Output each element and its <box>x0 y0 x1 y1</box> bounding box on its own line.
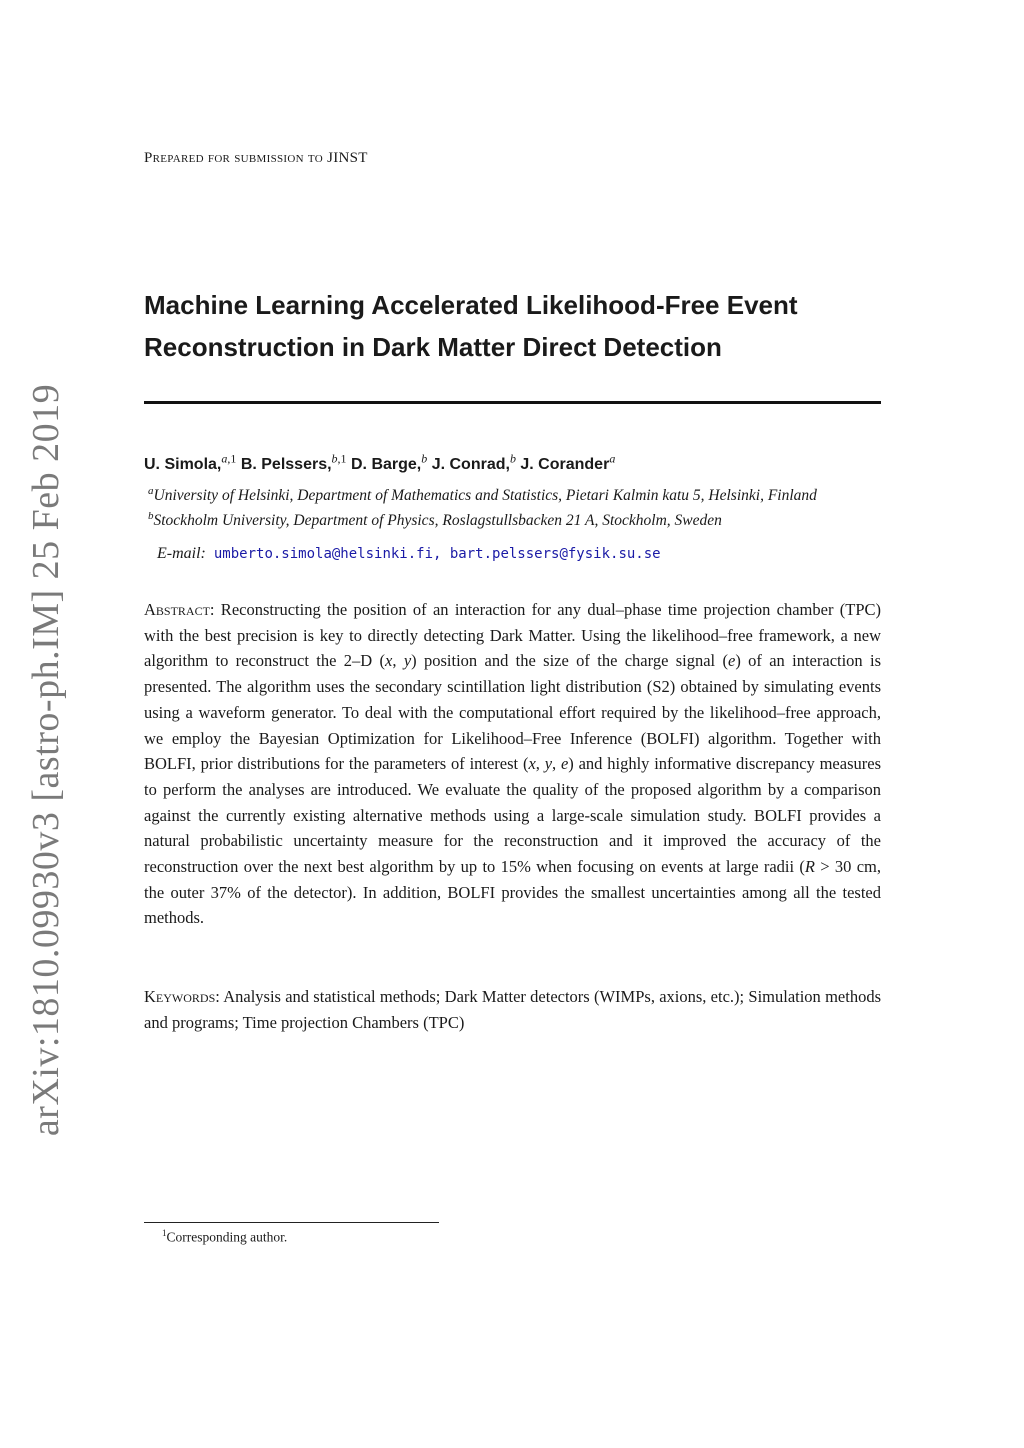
footnote-divider <box>144 1222 439 1223</box>
math-var: y <box>544 754 553 774</box>
journal-name: JINST <box>327 150 368 166</box>
abstract-text: ) position and the size of the charge signal ( <box>411 651 728 671</box>
abstract-text: ) of an interaction is presented. The algorithm uses the secondary scintillation light distribution (S2) obtained by simulating events using a waveform generator. To deal with the computational effort required by the likelihood–free approach, we employ the Bayesian Optimization for Likelihood–Free Inference (BOLFI) algorithm. Together with BOLFI, prior distributions for the parameters of interest ( <box>144 651 882 774</box>
abstract-text: , <box>552 754 561 774</box>
email-label: E-mail: <box>157 545 206 562</box>
author-name: J. Corander <box>520 456 610 474</box>
email-links[interactable]: umberto.simola@helsinki.fi, bart.pelssers@fysik.su.se <box>213 546 661 562</box>
author-affiliation-mark: a <box>221 452 228 466</box>
author-footnote-mark: ,1 <box>337 452 347 466</box>
math-var: e <box>560 754 569 774</box>
footnote-text: Corresponding author. <box>166 1229 288 1245</box>
author-name: J. Conrad, <box>431 456 510 474</box>
author-footnote-mark: ,1 <box>227 452 237 466</box>
affiliation-label: a <box>148 485 154 497</box>
author-affiliation-mark: b <box>509 452 516 466</box>
abstract-text: > 30 cm, the outer 37% of the detector). In addition, BOLFI provides the smallest uncertainties among all the tested methods. <box>144 857 881 928</box>
email-line <box>157 545 661 563</box>
arxiv-stamp: arXiv:1810.09930v3 [astro-ph.IM] 25 Feb 2019 <box>25 383 67 1137</box>
author-affiliation-mark: b <box>421 452 428 466</box>
author <box>431 452 516 474</box>
abstract-label: Abstract: <box>144 600 215 619</box>
abstract-text: Reconstructing the position of an interaction for any dual–phase time projection chamber (TPC) with the best precision is key to directly detecting Dark Matter. Using the likelihood–free framework, a new algorithm to reconstruct the 2–D ( <box>144 600 881 671</box>
author-name: D. Barge, <box>351 456 422 474</box>
keywords-text: Analysis and statistical methods; Dark Matter detectors (WIMPs, axions, etc.); Simulation methods and programs; Time projection Chambers (TPC) <box>144 987 881 1032</box>
author-affiliation-mark: b <box>331 452 338 466</box>
author-name: B. Pelssers, <box>240 456 332 474</box>
author <box>351 452 428 474</box>
author-affiliation-mark: a <box>609 452 616 466</box>
math-var: R <box>804 857 815 877</box>
prepared-prefix: Prepared for submission to <box>144 150 323 166</box>
keywords-label: Keywords: <box>144 987 220 1006</box>
title-line-2: Reconstruction in Dark Matter Direct Detection <box>144 332 722 362</box>
abstract-text: ) and highly informative discrepancy measures to perform the analyses are introduced. We evaluate the quality of the proposed algorithm by a comparison against the currently existing alternative methods using a large-scale simulation study. BOLFI provides a natural probabilistic uncertainty measure for the reconstruction and it improved the accuracy of the reconstruction over the next best algorithm by up to 15% when focusing on events at large radii ( <box>144 754 881 877</box>
prepared-for-submission <box>144 150 368 167</box>
affiliation-b <box>148 510 888 530</box>
affiliation-a <box>148 485 888 505</box>
author <box>240 452 347 474</box>
math-var: x <box>528 754 536 774</box>
author-name: U. Simola, <box>144 456 222 474</box>
math-var: e <box>727 651 736 671</box>
author <box>520 452 616 474</box>
affiliation-text: University of Helsinki, Department of Mathematics and Statistics, Pietari Kalmin katu 5, Helsinki, Finland <box>153 487 817 505</box>
abstract <box>144 597 881 931</box>
math-var: y <box>403 651 412 671</box>
math-var: x <box>385 651 393 671</box>
affiliation-text: Stockholm University, Department of Physics, Roslagstullsbacken 21 A, Stockholm, Sweden <box>153 512 722 530</box>
paper-title <box>144 284 884 368</box>
author-list <box>144 452 884 474</box>
affiliation-label: b <box>148 510 154 522</box>
abstract-text: , <box>392 651 404 671</box>
footnote <box>162 1228 287 1246</box>
title-line-1: Machine Learning Accelerated Likelihood-Free Event <box>144 290 798 320</box>
keywords <box>144 984 881 1035</box>
title-divider <box>144 401 881 404</box>
abstract-text: , <box>535 754 545 774</box>
footnote-mark: 1 <box>162 1228 167 1238</box>
author <box>144 452 237 474</box>
